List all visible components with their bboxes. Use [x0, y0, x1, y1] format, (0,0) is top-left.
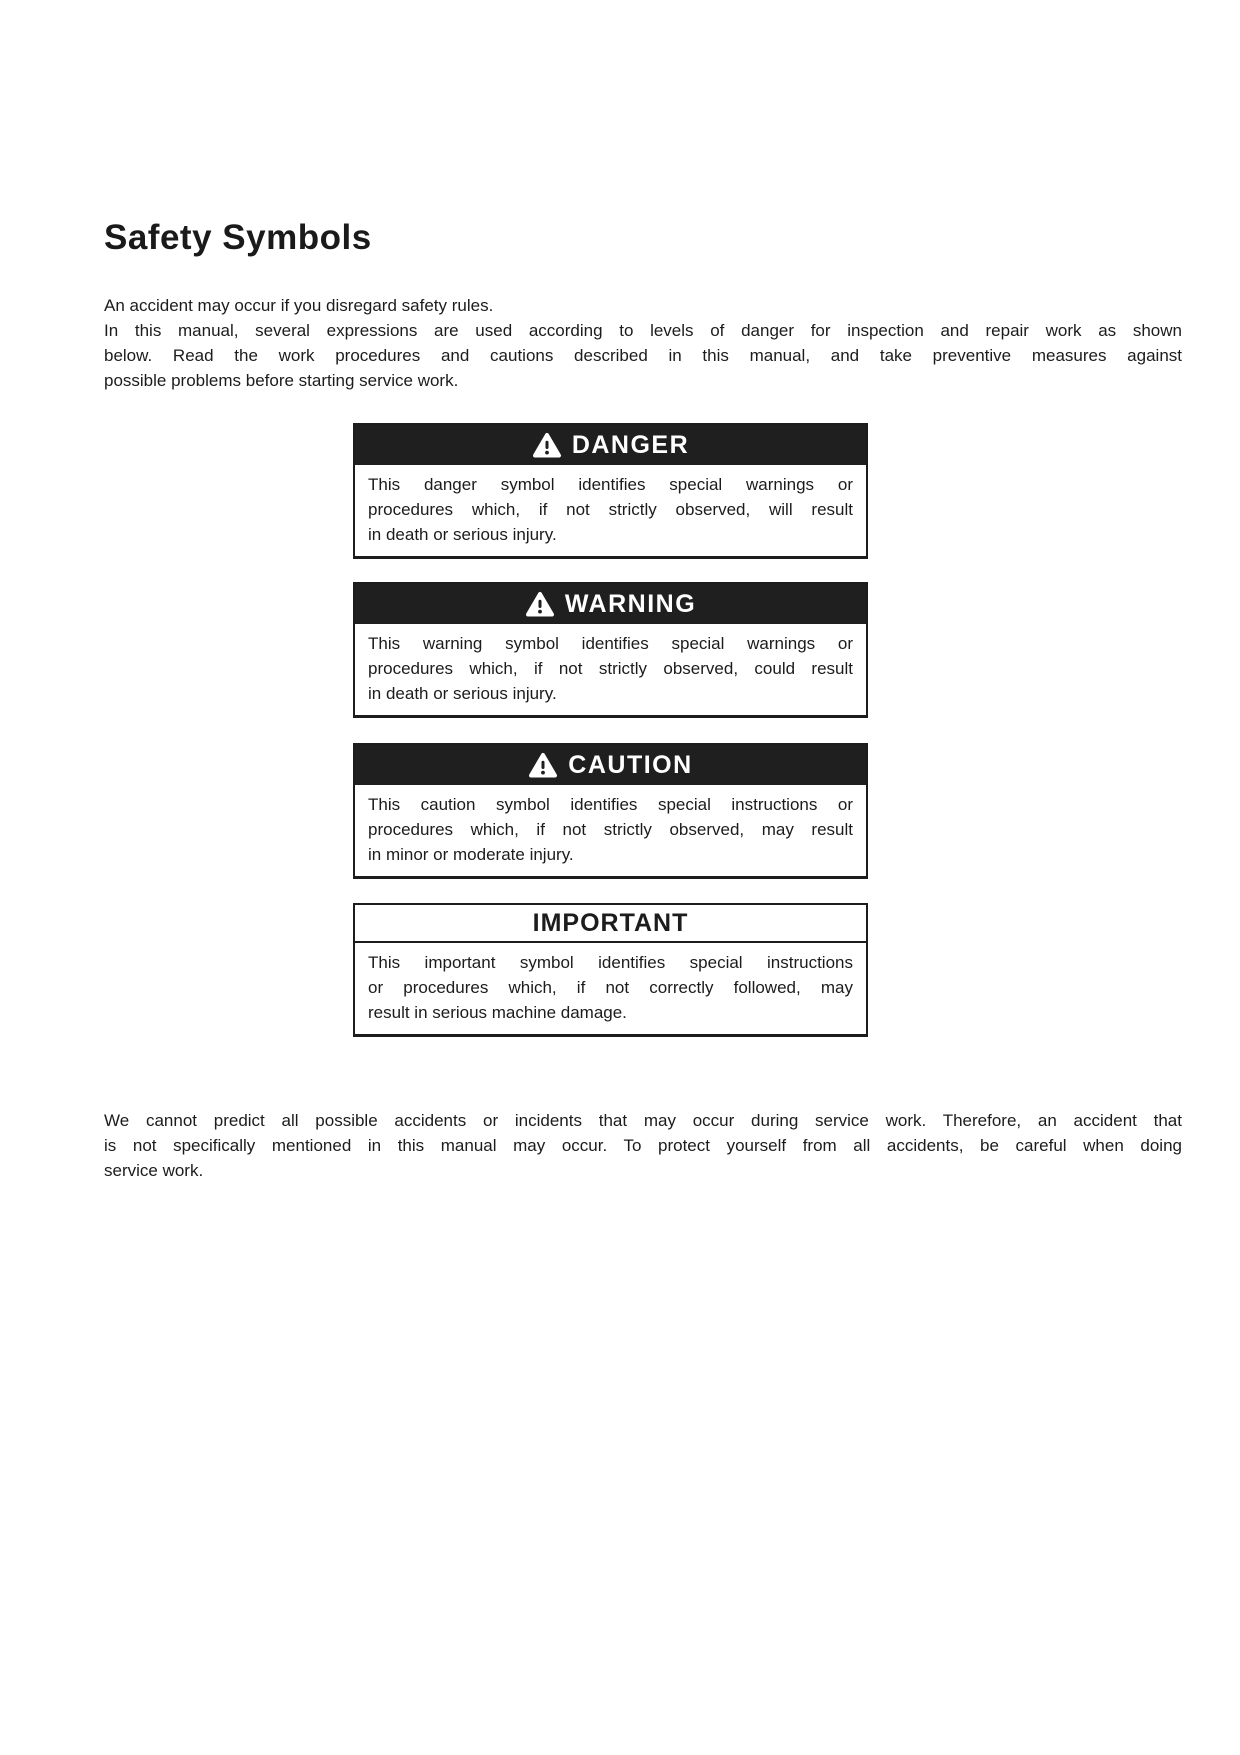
caution-box-label: CAUTION	[568, 750, 693, 779]
warning-triangle-icon	[525, 591, 555, 618]
danger-box-label: DANGER	[571, 430, 690, 459]
caution-box-header	[355, 745, 866, 785]
intro-line: In this manual, several expressions are used according to levels of danger for inspection and repair work as shown	[104, 321, 1182, 340]
intro-line: below. Read the work procedures and cautions described in this manual, and take preventive measures against	[104, 346, 1182, 365]
caution-body-line: procedures which, if not strictly observed, may result	[368, 820, 853, 839]
closing-line: We cannot predict all possible accidents or incidents that may occur during service work. Therefore, an accident that	[104, 1111, 1182, 1130]
caution-body-line: This caution symbol identifies special instructions or	[368, 795, 853, 814]
warning-box-header	[355, 584, 866, 624]
danger-box-header	[355, 425, 866, 465]
important-box-body	[355, 943, 866, 1034]
warning-body-line: in death or serious injury.	[368, 684, 557, 703]
important-box-header	[355, 905, 866, 943]
danger-body-line: This danger symbol identifies special warnings or	[368, 475, 853, 494]
page-title: Safety Symbols	[104, 218, 372, 257]
important-box-label: IMPORTANT	[532, 908, 689, 937]
warning-triangle-icon	[532, 432, 562, 459]
warning-body-line: This warning symbol identifies special warnings or	[368, 634, 853, 653]
danger-box	[353, 423, 868, 559]
closing-line: is not specifically mentioned in this manual may occur. To protect yourself from all accidents, be careful when doing	[104, 1136, 1182, 1155]
important-body-line: result in serious machine damage.	[368, 1003, 627, 1022]
danger-body-line: procedures which, if not strictly observed, will result	[368, 500, 853, 519]
closing-line: service work.	[104, 1161, 204, 1180]
warning-box-body	[355, 624, 866, 715]
important-body-line: or procedures which, if not correctly followed, may	[368, 978, 853, 997]
closing-paragraph	[104, 1108, 1182, 1183]
important-body-line: This important symbol identifies special instructions	[368, 953, 853, 972]
danger-box-body	[355, 465, 866, 556]
intro-line: possible problems before starting service work.	[104, 371, 459, 390]
important-box	[353, 903, 868, 1037]
warning-body-line: procedures which, if not strictly observed, could result	[368, 659, 853, 678]
intro-line: An accident may occur if you disregard safety rules.	[104, 296, 494, 315]
intro-paragraph	[104, 293, 1182, 393]
caution-body-line: in minor or moderate injury.	[368, 845, 574, 864]
caution-box	[353, 743, 868, 879]
warning-box-label: WARNING	[564, 589, 697, 618]
caution-box-body	[355, 785, 866, 876]
warning-triangle-icon	[528, 752, 558, 779]
warning-box	[353, 582, 868, 718]
danger-body-line: in death or serious injury.	[368, 525, 557, 544]
